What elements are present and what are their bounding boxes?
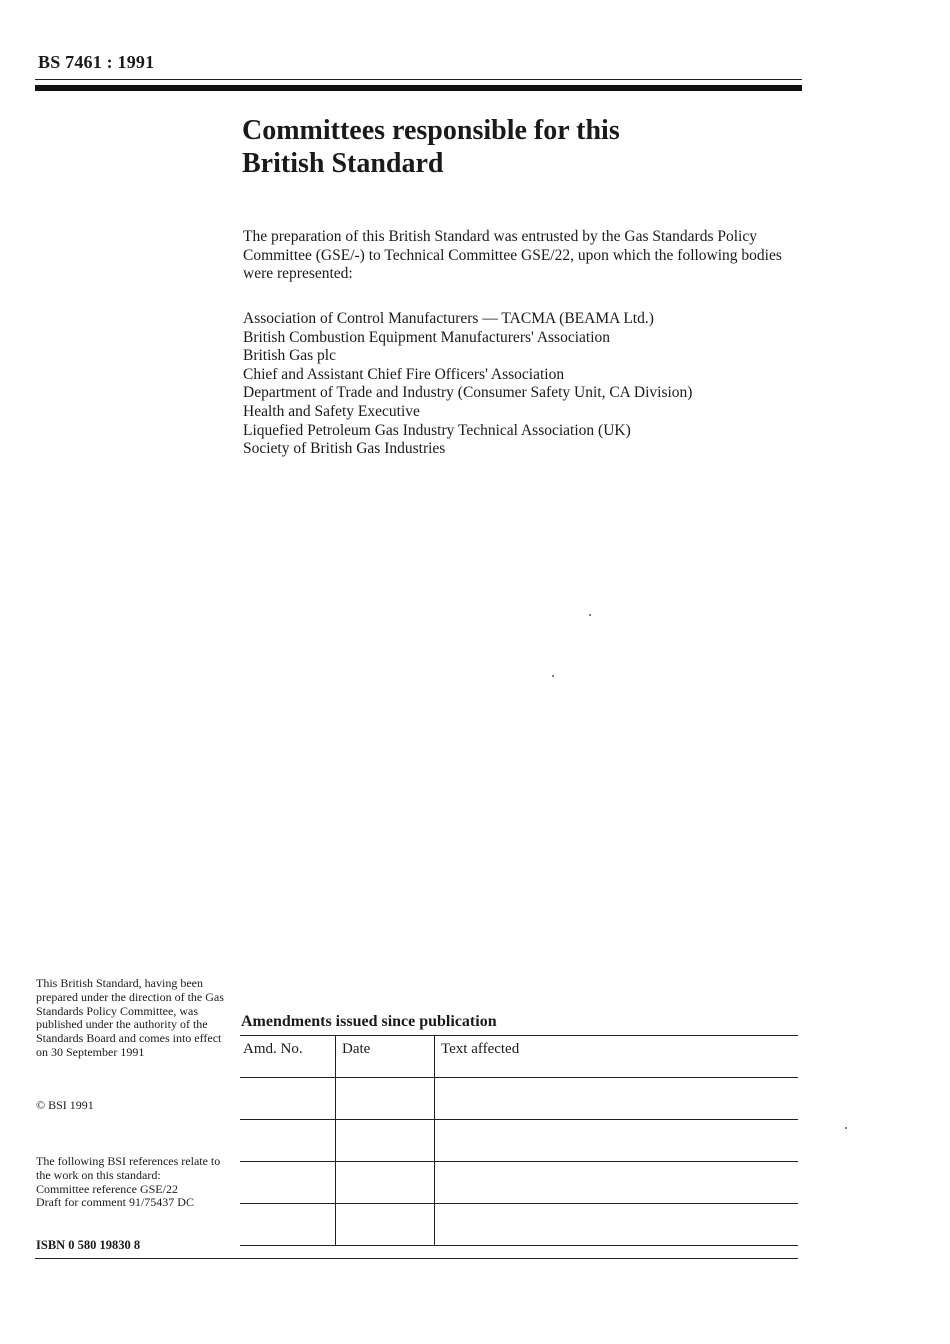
table-row: [240, 1204, 798, 1246]
scan-speck: [589, 614, 591, 616]
list-item: Chief and Assistant Chief Fire Officers' Association: [243, 365, 565, 383]
page-title-line-1: Committees responsible for this: [242, 115, 620, 146]
table-cell: [336, 1162, 435, 1204]
column-header-text-affected: Text affected: [435, 1036, 799, 1078]
list-item: Health and Safety Executive: [243, 402, 420, 420]
table-cell: [240, 1204, 336, 1246]
list-item: British Gas plc: [243, 347, 336, 365]
amendments-title: Amendments issued since publication: [241, 1013, 497, 1030]
list-item: Liquefied Petroleum Gas Industry Technical Association (UK): [243, 421, 631, 439]
publication-note: This British Standard, having been prepared under the direction of the Gas Standards Policy Committee, was published under the authority of the Standards Board and comes into effect on 30 September 1991: [36, 976, 224, 1059]
references-intro: The following BSI references relate to the work on this standard:: [36, 1154, 221, 1182]
table-row: [240, 1120, 798, 1162]
table-cell: [336, 1120, 435, 1162]
scan-speck: [552, 675, 554, 677]
list-item: British Combustion Equipment Manufacturers' Association: [243, 328, 611, 346]
intro-paragraph: The preparation of this British Standard was entrusted by the Gas Standards Policy Committee (GSE/-) to Technical Committee GSE/22, upon which the following bodies were represented:: [243, 228, 782, 282]
list-item: Association of Control Manufacturers — TACMA (BEAMA Ltd.): [243, 310, 654, 327]
amendments-table: [240, 1035, 798, 1246]
table-cell: [435, 1120, 799, 1162]
scan-speck: [845, 1127, 847, 1129]
table-header-row: [240, 1036, 798, 1078]
footer-rule: [35, 1258, 798, 1259]
column-header-amd-no: Amd. No.: [240, 1036, 336, 1078]
committee-reference: Committee reference GSE/22: [36, 1181, 178, 1196]
table-cell: [336, 1204, 435, 1246]
table-cell: [336, 1078, 435, 1120]
copyright-note: © BSI 1991: [36, 1098, 94, 1112]
list-item: Society of British Gas Industries: [243, 440, 446, 458]
page-title-line-2: British Standard: [242, 148, 444, 179]
table-cell: [435, 1204, 799, 1246]
table-row: [240, 1078, 798, 1120]
draft-reference: Draft for comment 91/75437 DC: [36, 1195, 194, 1210]
table-cell: [240, 1162, 336, 1204]
table-cell: [240, 1120, 336, 1162]
list-item: Department of Trade and Industry (Consumer Safety Unit, CA Division): [243, 384, 693, 402]
column-header-date: Date: [336, 1036, 435, 1078]
table-cell: [435, 1162, 799, 1204]
document-id: BS 7461 : 1991: [38, 52, 155, 72]
table-row: [240, 1162, 798, 1204]
bsi-references: [36, 1155, 231, 1210]
table-cell: [240, 1078, 336, 1120]
header-rule-thick: [35, 85, 802, 91]
table-cell: [435, 1078, 799, 1120]
page-title: [242, 114, 762, 180]
header-rule-thin: [35, 79, 802, 80]
isbn: ISBN 0 580 19830 8: [36, 1238, 141, 1252]
represented-bodies-list: [243, 310, 803, 459]
